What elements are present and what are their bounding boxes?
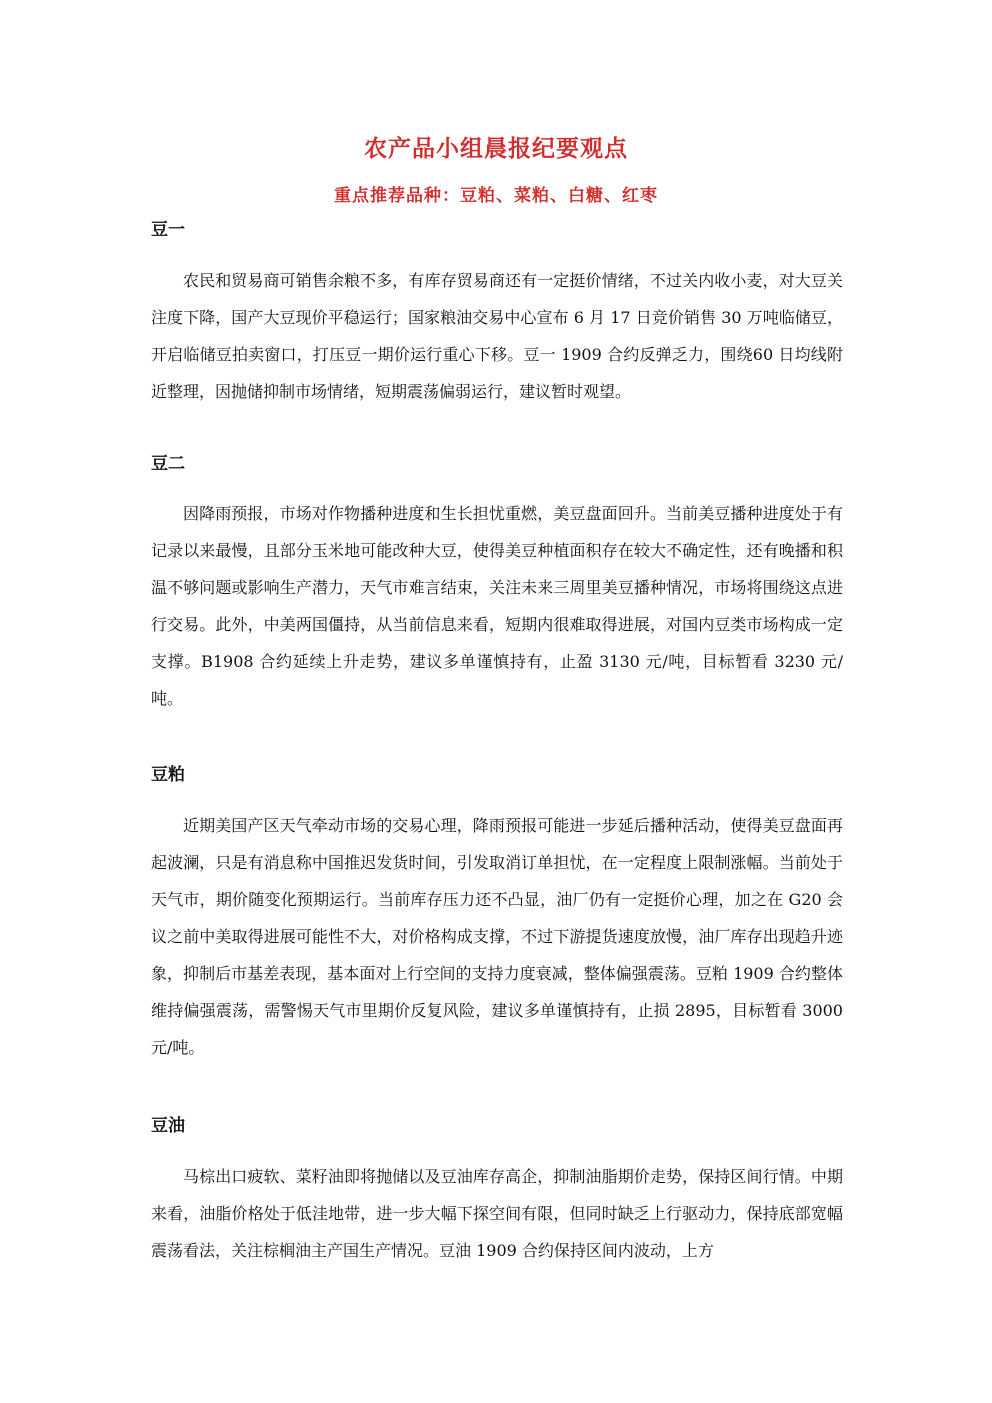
section-heading: 豆二 (151, 454, 185, 474)
section-heading: 豆油 (151, 1116, 185, 1136)
section-body: 近期美国产区天气牵动市场的交易心理，降雨预报可能进一步延后播种活动，使得美豆盘面再起波澜，只是有消息称中国推迟发货时间，引发取消订单担忧，在一定程度上限制涨幅。当前处于天气市，期价随变化预期运行。当前库存压力还不凸显，油厂仍有一定挺价心理，加之在 G20 会议之前中美取得进展可能性不大，对价格构成支撑，不过下游提货速度放慢，油厂库存出现趋升迹象，抑制后市基差表现，基本面对上行空间的支持力度衰减，整体偏强震荡。豆粕 1909 合约整体维持偏强震荡，需警惕天气市里期价反复风险，建议多单谨慎持有，止损 2895，目标暂看 3000 元/吨。 (151, 816, 843, 1057)
section-soybean-meal (151, 763, 843, 1066)
section-body: 因降雨预报，市场对作物播种进度和生长担忧重燃，美豆盘面回升。当前美豆播种进度处于有记录以来最慢，且部分玉米地可能改种大豆，使得美豆种植面积存在较大不确定性，还有晚播和积温不够问题或影响生产潜力，天气市难言结束，关注未来三周里美豆播种情况，市场将围绕这点进行交易。此外，中美两国僵持，从当前信息来看，短期内很难取得进展，对国内豆类市场构成一定支撑。B1908 合约延续上升走势，建议多单谨慎持有，止盈 3130 元/吨，目标暂看 3230 元/吨。 (151, 504, 843, 708)
recommended-varieties-subtitle: 重点推荐品种：豆粕、菜粕、白糖、红枣 (334, 186, 658, 206)
section-body: 马棕出口疲软、菜籽油即将抛储以及豆油库存高企，抑制油脂期价走势，保持区间行情。中期来看，油脂价格处于低洼地带，进一步大幅下探空间有限，但同时缺乏上行驱动力，保持底部宽幅震荡看法，关注棕榈油主产国生产情况。豆油 1909 合约保持区间内波动，上方 (151, 1167, 843, 1260)
section-heading: 豆粕 (151, 765, 185, 785)
section-soybean-oil (151, 1114, 843, 1269)
report-title: 农产品小组晨报纪要观点 (364, 135, 628, 162)
section-heading: 豆一 (151, 220, 185, 240)
section-body: 农民和贸易商可销售余粮不多，有库存贸易商还有一定挺价情绪，不过关内收小麦，对大豆关注度下降，国产大豆现价平稳运行；国家粮油交易中心宣布 6 月 17 日竞价销售 30 万吨临储豆，开启临储豆拍卖窗口，打压豆一期价运行重心下移。豆一 1909 合约反弹乏力，围绕60 日均线附近整理，因抛储抑制市场情绪，短期震荡偏弱运行，建议暂时观望。 (151, 271, 843, 401)
section-soybean-no1 (151, 218, 843, 410)
section-soybean-no2 (151, 452, 843, 717)
